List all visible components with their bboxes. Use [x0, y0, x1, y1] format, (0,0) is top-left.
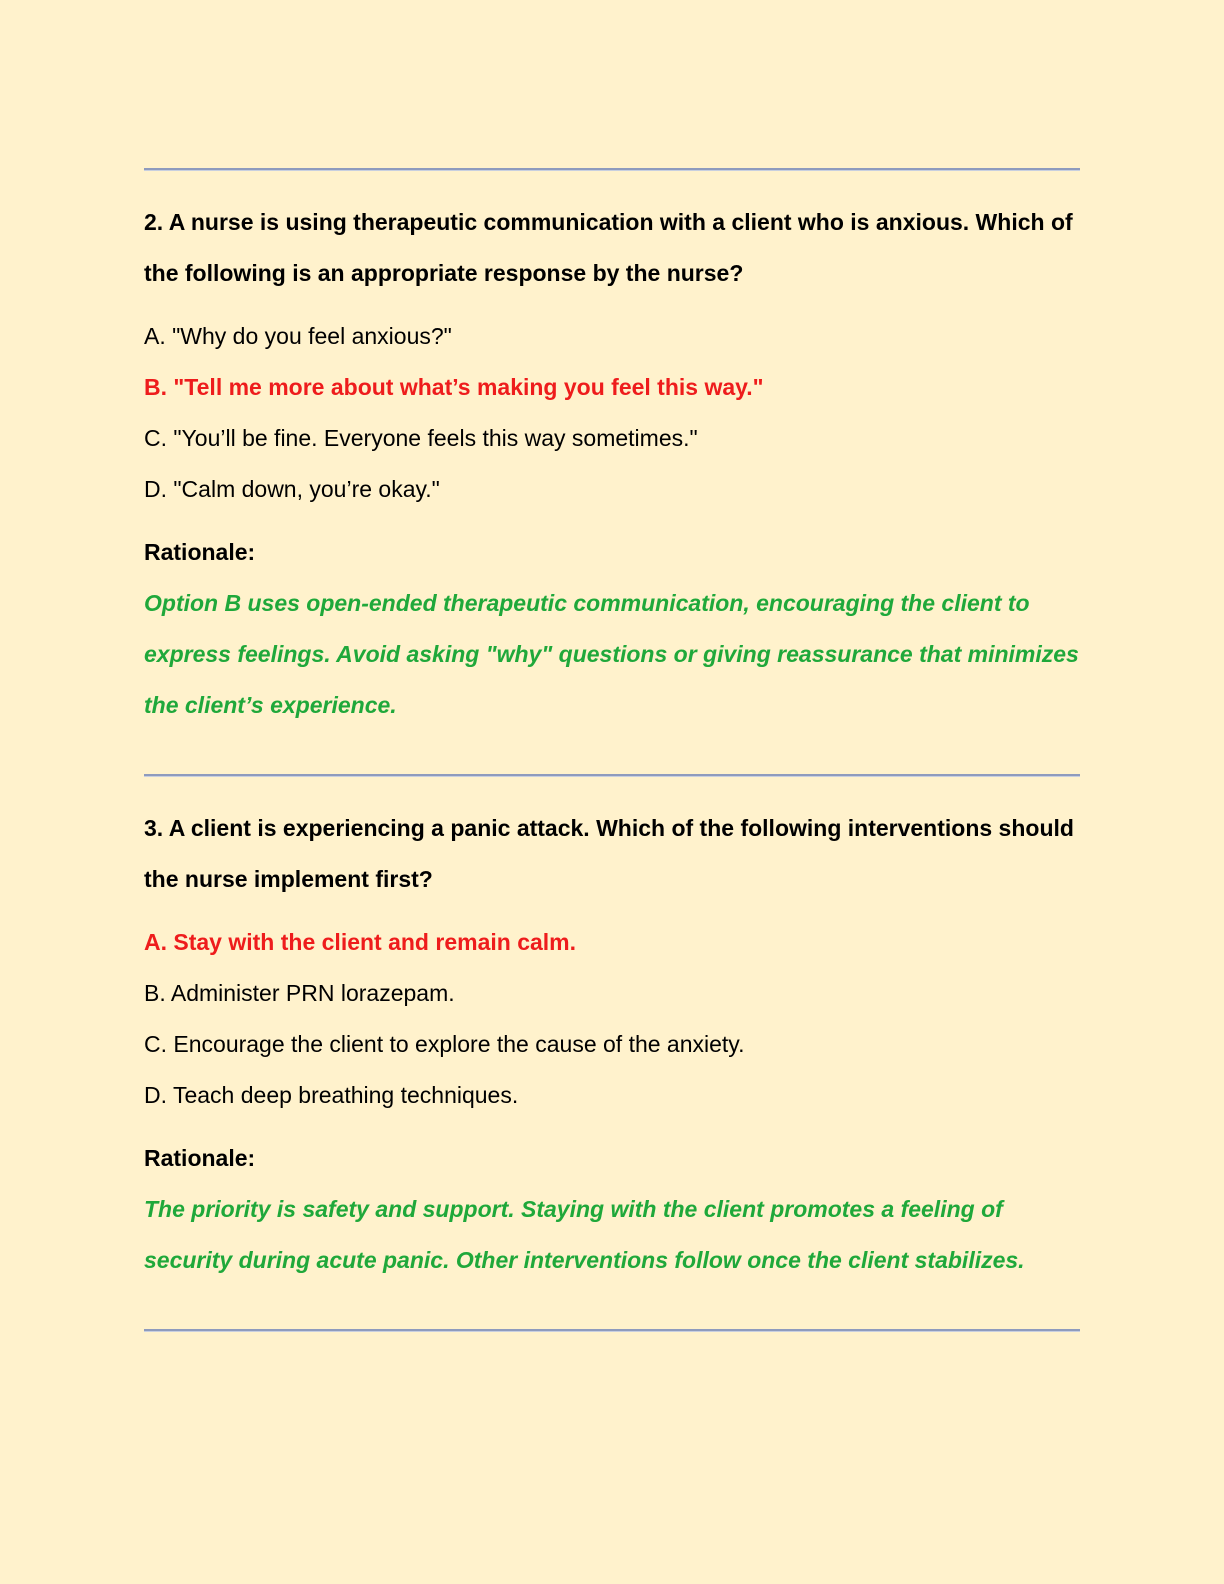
question-3-option-d: D. Teach deep breathing techniques.	[144, 1082, 519, 1108]
question-2-rationale-label: Rationale:	[144, 539, 256, 565]
question-3-text: 3. A client is experiencing a panic attack. Which of the following interventions should the nurse implement first?	[144, 815, 1074, 892]
divider-top	[144, 168, 1080, 170]
question-3-rationale-label: Rationale:	[144, 1145, 256, 1171]
question-2	[144, 197, 1080, 731]
question-3	[144, 803, 1080, 1286]
question-3-option-a: A. Stay with the client and remain calm.	[144, 929, 577, 955]
question-2-text: 2. A nurse is using therapeutic communication with a client who is anxious. Which of the following is an appropriate response by the nurse?	[144, 209, 1073, 286]
question-3-rationale-text: The priority is safety and support. Staying with the client promotes a feeling of security during acute panic. Other interventions follow once the client stabilizes.	[144, 1196, 1025, 1273]
question-2-option-a: A. "Why do you feel anxious?"	[144, 323, 452, 349]
question-3-option-b: B. Administer PRN lorazepam.	[144, 980, 455, 1006]
question-2-rationale-text: Option B uses open-ended therapeutic communication, encouraging the client to express feelings. Avoid asking "why" questions or giving reassurance that minimizes the client’s experience.	[144, 590, 1079, 718]
divider-middle	[144, 774, 1080, 776]
question-3-option-c: C. Encourage the client to explore the cause of the anxiety.	[144, 1031, 745, 1057]
question-2-option-c: C. "You’ll be fine. Everyone feels this way sometimes."	[144, 425, 698, 451]
question-2-option-d: D. "Calm down, you’re okay."	[144, 476, 440, 502]
divider-bottom	[144, 1329, 1080, 1331]
question-2-option-b: B. "Tell me more about what’s making you feel this way."	[144, 374, 764, 400]
